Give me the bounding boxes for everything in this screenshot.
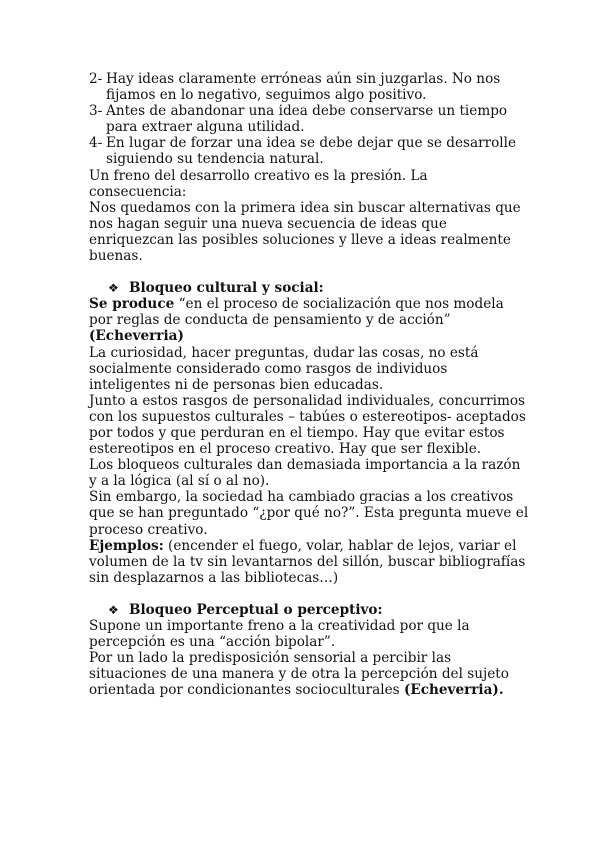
freno-paragraph: Un freno del desarrollo creativo es la presión. La consecuencia: [89,167,428,200]
list-item-number: 4- [89,135,103,152]
section-heading-perceptual [108,602,529,618]
list-item [89,135,529,167]
cultural-paragraph-3: Los bloqueos culturales dan demasiada importancia a la razón y a la lógica (al sí o al no). [89,457,521,490]
author-citation: (Echeverria) [89,328,184,345]
cultural-intro [89,296,529,328]
diamond-bullet-icon: ❖ [108,281,119,296]
spacer [89,586,529,602]
list-item [89,103,529,135]
ejemplos-paragraph [89,538,529,586]
document-content [89,71,529,698]
list-item-number: 3- [89,103,103,120]
ejemplos-label: Ejemplos: [89,537,164,554]
list-item-number: 2- [89,71,103,87]
perceptual-paragraph-2 [89,650,529,698]
ejemplos-text: (encender el fuego, volar, hablar de lejos, variar el volumen de la tv sin levantarnos del sillón, buscar bibliografías sin desplazarnos a las bibliotecas…) [89,537,526,586]
section-heading-text: Bloqueo Perceptual o perceptivo: [129,601,383,618]
diamond-bullet-icon: ❖ [108,602,119,617]
cultural-author [89,328,529,344]
list-item-text: Antes de abandonar una idea debe conservarse un tiempo para extraer alguna utilidad. [106,103,508,136]
author-citation: (Echeverria). [403,682,504,699]
intro-quote: “en el proceso de socialización que nos modela por reglas de conducta de pensamiento y de acción” [89,296,504,329]
consecuencia-paragraph: Nos quedamos con la primera idea sin buscar alternativas que nos hagan seguir una nueva secuencia de ideas que enriquezcan las posibles soluciones y lleve a ideas realmente buenas. [89,199,521,265]
perceptual-paragraph-1: Supone un importante freno a la creatividad por que la percepción es una “acción bipolar”. [89,618,470,651]
cultural-paragraph-4: Sin embargo, la sociedad ha cambiado gracias a los creativos que se han preguntado “¿por qué no?”. Esta pregunta mueve el proceso creativo. [89,489,529,538]
list-item-text: Hay ideas claramente erróneas aún sin juzgarlas. No nos fijamos en lo negativo, seguimos algo positivo. [106,71,501,104]
list-item-text: En lugar de forzar una idea se debe dejar que se desarrolle siguiendo su tendencia natural. [106,135,517,168]
perceptual-paragraph-2-text: Por un lado la predisposición sensorial a percibir las situaciones de una manera y de otra la percepción del sujeto orientada por condicionantes socioculturales [89,650,509,699]
section-heading-cultural [108,280,529,296]
intro-bold-label: Se produce [89,296,175,313]
cultural-paragraph-1: La curiosidad, hacer preguntas, dudar las cosas, no está socialmente considerado como rasgos de individuos inteligentes ni de personas bien educadas. [89,344,479,393]
list-item [89,71,529,103]
section-heading-text: Bloqueo cultural y social: [129,280,324,297]
cultural-paragraph-2: Junto a estos rasgos de personalidad individuales, concurrimos con los supuestos culturales – tabúes o estereotipos- aceptados por todos y que perduran en el tiempo. Hay que evitar estos estereotipos en el proceso creativo. Hay que ser flexible. [89,392,526,458]
spacer [89,264,529,280]
